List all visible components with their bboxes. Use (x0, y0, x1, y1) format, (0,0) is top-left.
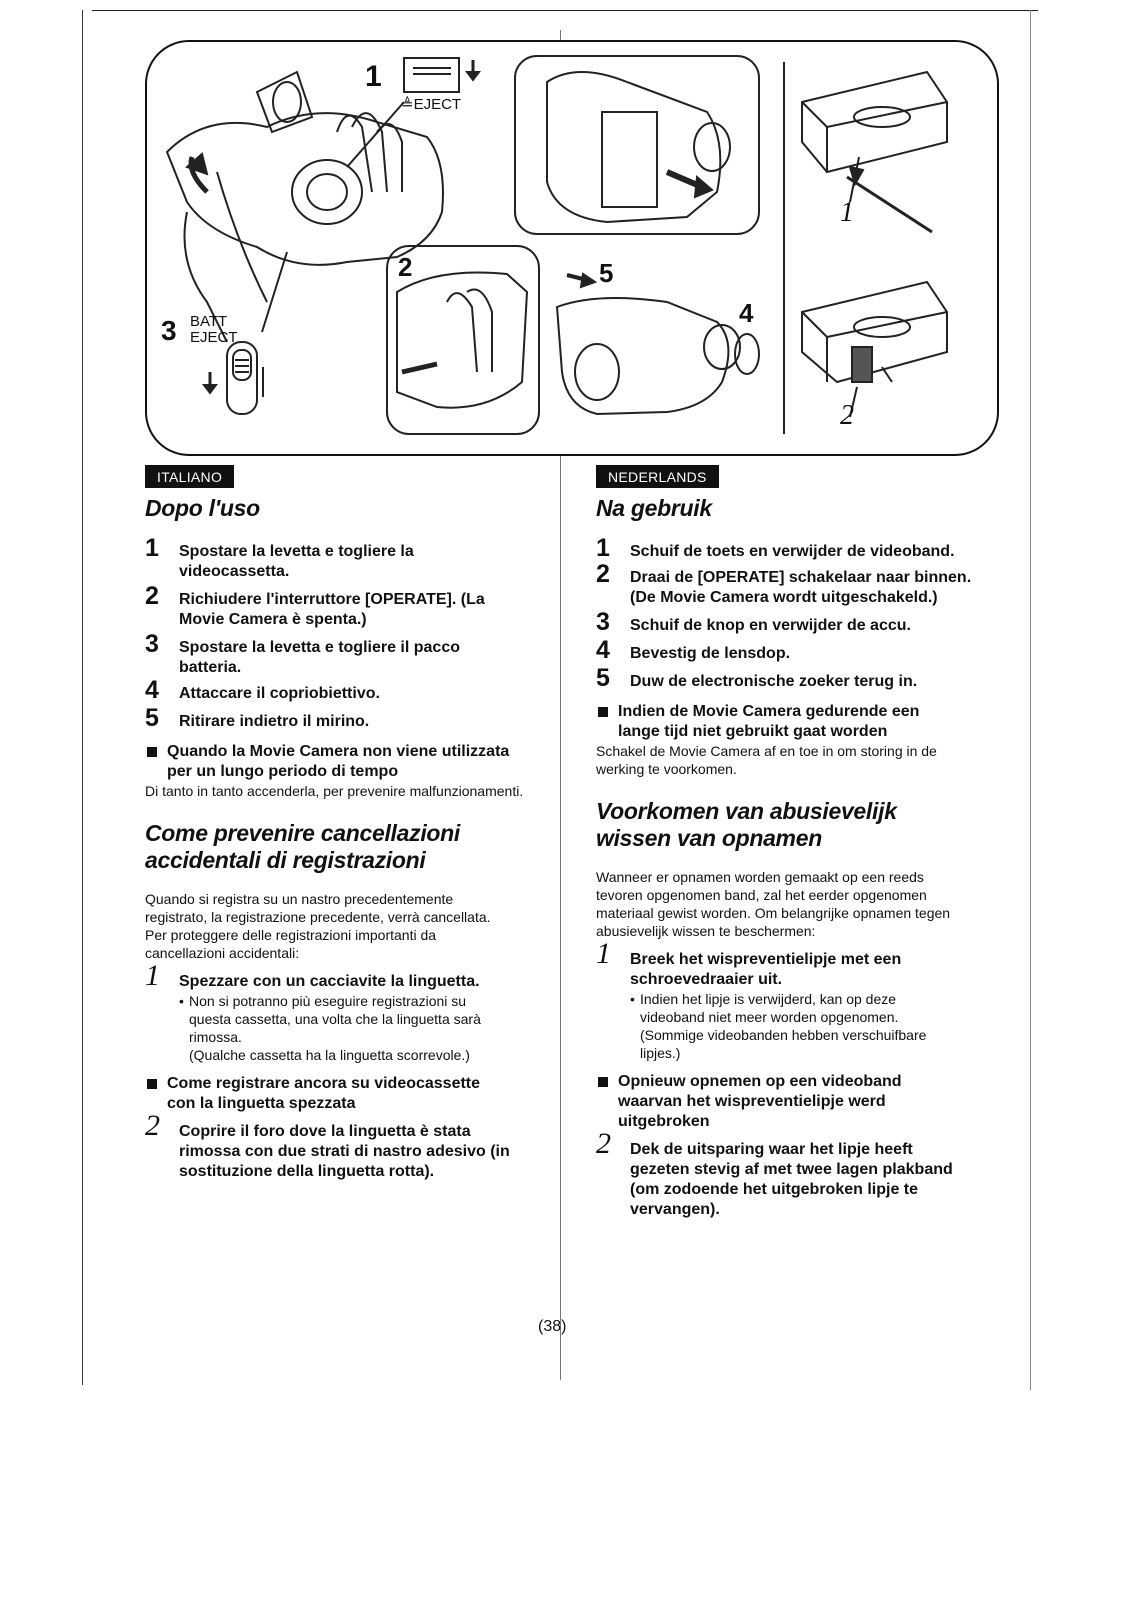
illus-label-step1: 1 (365, 60, 382, 93)
note-heading (145, 1074, 507, 1114)
illus-label-step4: 4 (739, 298, 754, 328)
step-text: Spostare la levetta e togliere il pacco batteria. (179, 639, 460, 676)
step-number: 4 (596, 636, 610, 664)
instruction-step (596, 636, 976, 664)
instruction-step (596, 608, 976, 636)
step-subnote-2: (Qualche cassetta ha la linguetta scorrevole.) (189, 1047, 470, 1063)
page-frame-right (1030, 10, 1031, 1390)
bullet-square-icon (598, 707, 608, 717)
note-heading-text: Come registrare ancora su videocassette con la linguetta spezzata (167, 1075, 481, 1112)
section-title-dopo-luso: Dopo l'uso (145, 495, 260, 521)
instruction-step (145, 704, 525, 732)
illus-label-step5: 5 (599, 258, 614, 288)
instruction-step (145, 676, 525, 704)
step-number: 1 (596, 534, 610, 562)
instruction-step (145, 534, 525, 582)
step-text: Draai de [OPERATE] schakelaar naar binnen. (De Movie Camera wordt uitgeschakeld.) (630, 569, 972, 606)
note-text: Schakel de Movie Camera af en toe in om storing in de werking te voorkomen. (596, 743, 937, 777)
instruction-step (145, 582, 525, 630)
step-text: Duw de electronische zoeker terug in. (630, 673, 918, 690)
step-number: 4 (145, 676, 159, 704)
step-subnote (179, 992, 489, 1046)
intro-paragraph: Quando si registra su un nastro precedentemente registrato, la registrazione precedente, verrà cancellata. Per proteggere delle registrazioni importanti da cancellazioni accidentali: (145, 891, 491, 961)
section-title-come-prevenire: Come prevenire cancellazioni accidentali di registrazioni (145, 820, 461, 873)
illus-label-tab1: 1 (840, 197, 854, 228)
step-text: Breek het wispreventielipje met een schroevedraaier uit. (630, 951, 902, 988)
step-text: Spezzare con un cacciavite la linguetta. (179, 973, 480, 990)
language-label-nederlands: NEDERLANDS (596, 465, 719, 488)
step-number: 3 (145, 630, 159, 658)
instruction-step (145, 959, 525, 992)
section-title-voorkomen: Voorkomen van abusievelijk wissen van opnamen (596, 798, 897, 851)
note-heading (145, 742, 525, 782)
note-heading (596, 1072, 938, 1132)
note-heading-text: Opnieuw opnemen op een videoband waarvan het wispreventielipje werd uitgebroken (618, 1073, 902, 1130)
step-number: 1 (145, 959, 160, 992)
step-number: 1 (596, 937, 611, 970)
step-number: 5 (145, 704, 159, 732)
bullet-square-icon (147, 747, 157, 757)
instruction-step (596, 534, 976, 562)
step-text: Attaccare il copriobiettivo. (179, 685, 380, 702)
section-title-na-gebruik: Na gebruik (596, 495, 712, 521)
step-number: 2 (145, 582, 159, 610)
camcorder-illustration (147, 42, 997, 454)
step-text: Ritirare indietro il mirino. (179, 713, 370, 730)
illus-label-eject: ≜EJECT (401, 96, 462, 113)
step-number: 2 (596, 560, 610, 588)
step-number: 1 (145, 534, 159, 562)
bullet-dot-icon: • (179, 993, 184, 1009)
note-heading-text: Quando la Movie Camera non viene utilizzata per un lungo periodo di tempo (167, 743, 510, 780)
subnote-text: Indien het lipje is verwijderd, kan op deze videoband niet meer worden opgenomen. (640, 991, 899, 1025)
note-heading-text: Indien de Movie Camera gedurende een lange tijd niet gebruikt gaat worden (618, 703, 920, 740)
step-number: 2 (596, 1127, 611, 1160)
illus-label-batt: BATT (190, 313, 228, 330)
note-text: Di tanto in tanto accenderla, per prevenire malfunzionamenti. (145, 783, 524, 799)
step-text: Spostare la levetta e togliere la videocassetta. (179, 543, 414, 580)
step-text: Dek de uitsparing waar het lipje heeft gezeten stevig af met twee lagen plakband (om zodoende het uitgebroken lipje te vervangen). (630, 1141, 953, 1218)
step-number: 3 (596, 608, 610, 636)
step-text: Bevestig de lensdop. (630, 645, 791, 662)
note-heading (596, 702, 958, 742)
bullet-square-icon (598, 1077, 608, 1087)
subnote-text: Non si potranno più eseguire registrazioni su questa cassetta, una volta che la linguetta sarà rimossa. (189, 993, 481, 1045)
step-text: Schuif de toets en verwijder de videoband. (630, 543, 955, 560)
step-number: 5 (596, 664, 610, 692)
page-number: (38) (538, 1318, 567, 1335)
page-frame-top (92, 10, 1038, 11)
illus-label-batt-eject: EJECT (190, 329, 238, 346)
instruction-step (596, 937, 976, 990)
instruction-step (145, 1109, 525, 1182)
step-number: 2 (145, 1109, 160, 1142)
page-frame-left (82, 10, 83, 1385)
illus-label-step3: 3 (161, 315, 177, 346)
illus-label-tab2: 2 (840, 400, 854, 431)
instruction-step (596, 664, 976, 692)
illustration-panel (145, 40, 999, 456)
step-text: Schuif de knop en verwijder de accu. (630, 617, 911, 634)
instruction-step (596, 1127, 970, 1220)
language-label-italiano: ITALIANO (145, 465, 234, 488)
bullet-dot-icon: • (630, 991, 635, 1007)
step-text: Coprire il foro dove la linguetta è stata rimossa con due strati di nastro adesivo (in sostituzione della linguetta rotta). (179, 1123, 510, 1180)
bullet-square-icon (147, 1079, 157, 1089)
step-text: Richiudere l'interruttore [OPERATE]. (La Movie Camera è spenta.) (179, 591, 485, 628)
instruction-step (145, 630, 525, 678)
illus-label-step2: 2 (398, 252, 413, 282)
intro-paragraph: Wanneer er opnamen worden gemaakt op een reeds tevoren opgenomen band, zal het eerder opgenomen materiaal gewist worden. Om belangrijke opnamen tegen abusievelijk wissen te beschermen: (596, 869, 951, 939)
step-subnote-2: (Sommige videobanden hebben verschuifbare lipjes.) (640, 1027, 927, 1061)
instruction-step (596, 560, 976, 608)
step-subnote (630, 990, 940, 1026)
nederlands-column (596, 495, 976, 1220)
italiano-column (145, 495, 525, 1182)
